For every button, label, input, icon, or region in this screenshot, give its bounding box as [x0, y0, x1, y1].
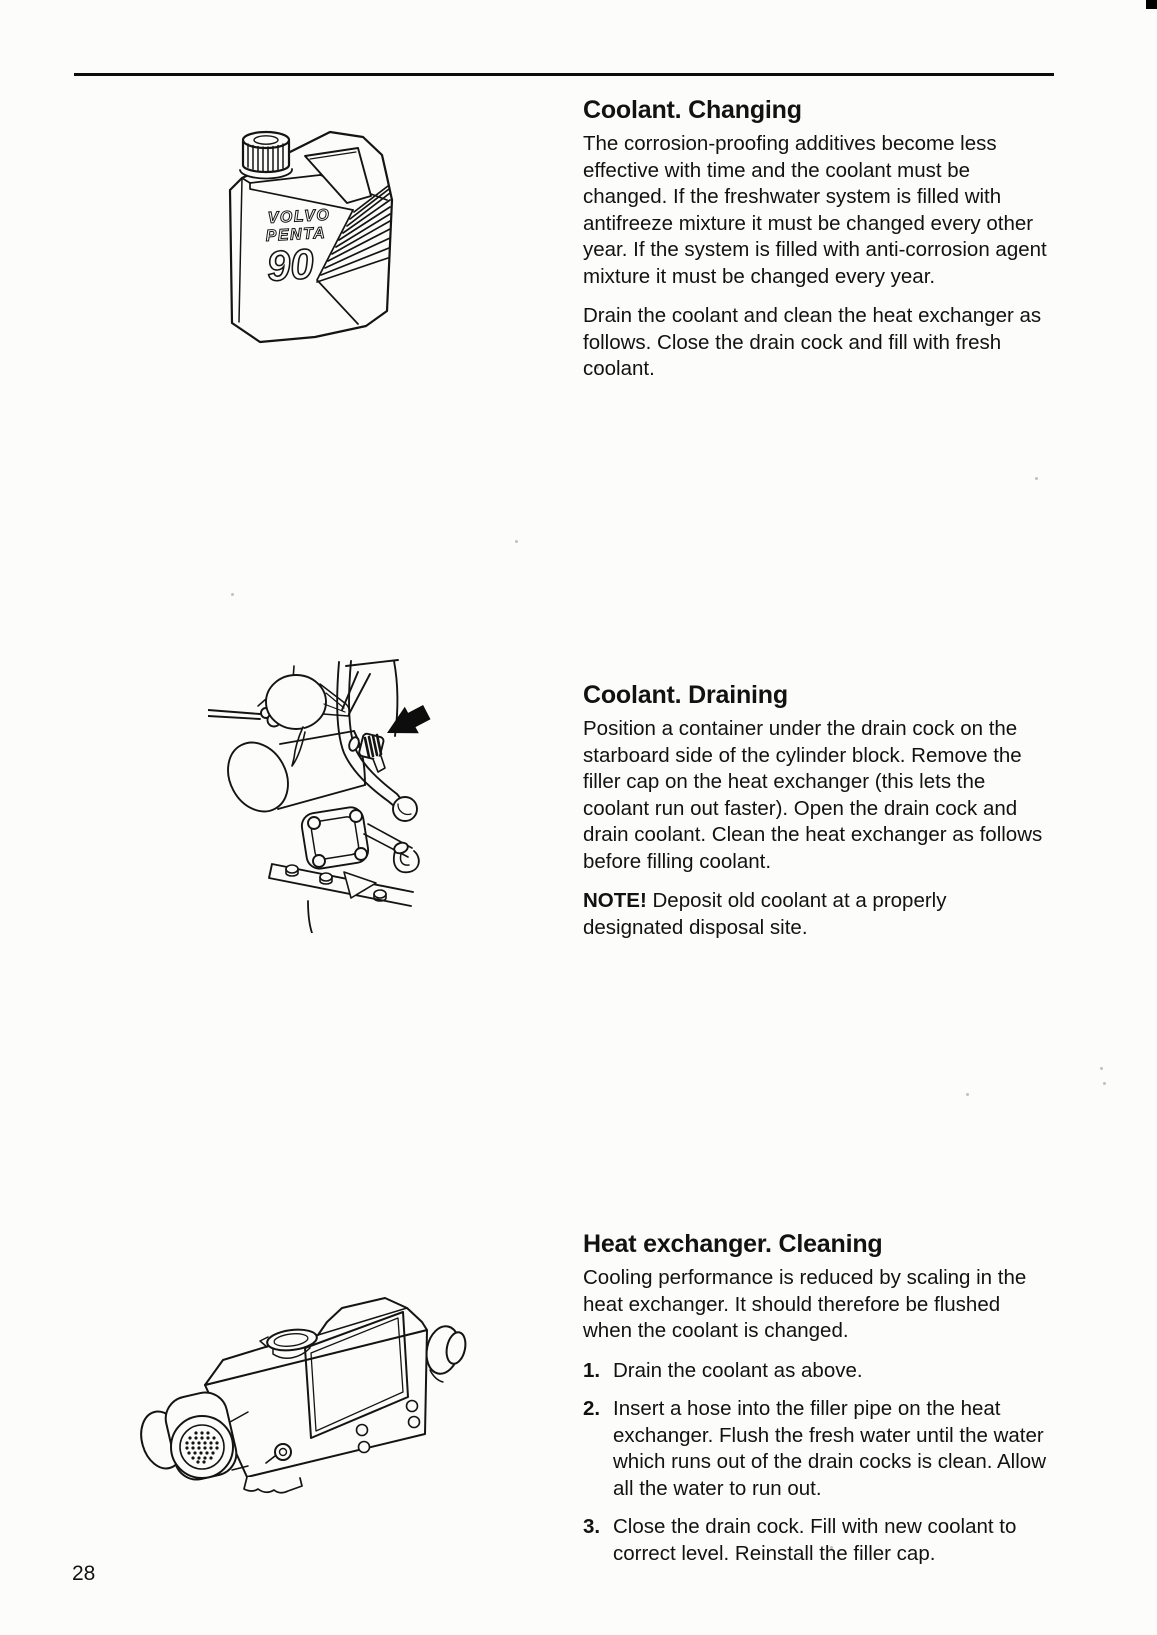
- jug-brand-line1: VOLVO: [267, 206, 331, 227]
- corner-print-mark: [1146, 0, 1157, 9]
- scan-speck: [1100, 1067, 1103, 1070]
- scan-speck: [966, 1093, 969, 1096]
- paragraph: The corrosion-proofing additives become less effective with time and the coolant must be changed. If the freshwater system is filled with antifreeze mixture it must be changed every other year. If the system is filled with anti-corrosion agent mixture it must be changed every year.: [583, 132, 1047, 288]
- paragraph: Position a container under the drain cock on the starboard side of the cylinder block. Remove the filler cap on the heat exchanger (this lets the coolant run out faster). Open the drain cock and drain coolant. Clean the heat exchanger as follows before filling coolant.: [583, 717, 1043, 873]
- list-item: [583, 1396, 1047, 1502]
- step-text: Drain the coolant as above.: [613, 1358, 863, 1382]
- jug-size-label: 90: [265, 239, 316, 290]
- heat-exchanger-illustration: [140, 1290, 470, 1515]
- drain-cock-pointer-arrow: [387, 705, 431, 733]
- note-paragraph: [583, 888, 1047, 941]
- step-text: Insert a hose into the filler pipe on the heat exchanger. Flush the fresh water until the water which runs out of the drain cocks is clean. Allow all the water to run out.: [613, 1397, 1046, 1500]
- step-text: Close the drain cock. Fill with new coolant to correct level. Reinstall the filler cap.: [613, 1515, 1017, 1565]
- note-label: NOTE!: [583, 889, 647, 912]
- jug-cap: [243, 132, 289, 172]
- oil-filter: [216, 732, 299, 822]
- list-item: [583, 1514, 1047, 1567]
- scan-speck: [515, 540, 518, 543]
- coolant-jug-illustration: [220, 126, 398, 346]
- step-number: 3.: [583, 1515, 601, 1538]
- list-item: [583, 1358, 1047, 1385]
- section-heading: Coolant. Changing: [583, 96, 802, 124]
- step-number: 1.: [583, 1358, 601, 1382]
- numbered-steps: [583, 1358, 1047, 1568]
- jug-brand-line2: PENTA: [265, 224, 327, 245]
- scan-speck: [1035, 477, 1038, 480]
- top-rule: [74, 73, 1054, 76]
- fuel-pump-canister: [266, 675, 326, 729]
- section-coolant-changing: [583, 96, 1047, 396]
- section-coolant-draining: [583, 681, 1047, 954]
- step-number: 2.: [583, 1397, 601, 1420]
- page-number: 28: [72, 1562, 96, 1585]
- paragraph: Cooling performance is reduced by scaling in the heat exchanger. It should therefore be flushed when the coolant is changed.: [583, 1266, 1027, 1342]
- section-heading: Heat exchanger. Cleaning: [583, 1230, 883, 1258]
- scan-speck: [231, 593, 234, 596]
- drain-cock-illustration: [208, 658, 433, 933]
- paragraph: Drain the coolant and clean the heat exchanger as follows. Close the drain cock and fill with fresh coolant.: [583, 304, 1042, 380]
- section-heading: Coolant. Draining: [583, 681, 788, 709]
- scan-speck: [1103, 1082, 1106, 1085]
- note-text: Deposit old coolant at a properly designated disposal site.: [583, 889, 947, 939]
- section-heat-exchanger-cleaning: [583, 1230, 1047, 1579]
